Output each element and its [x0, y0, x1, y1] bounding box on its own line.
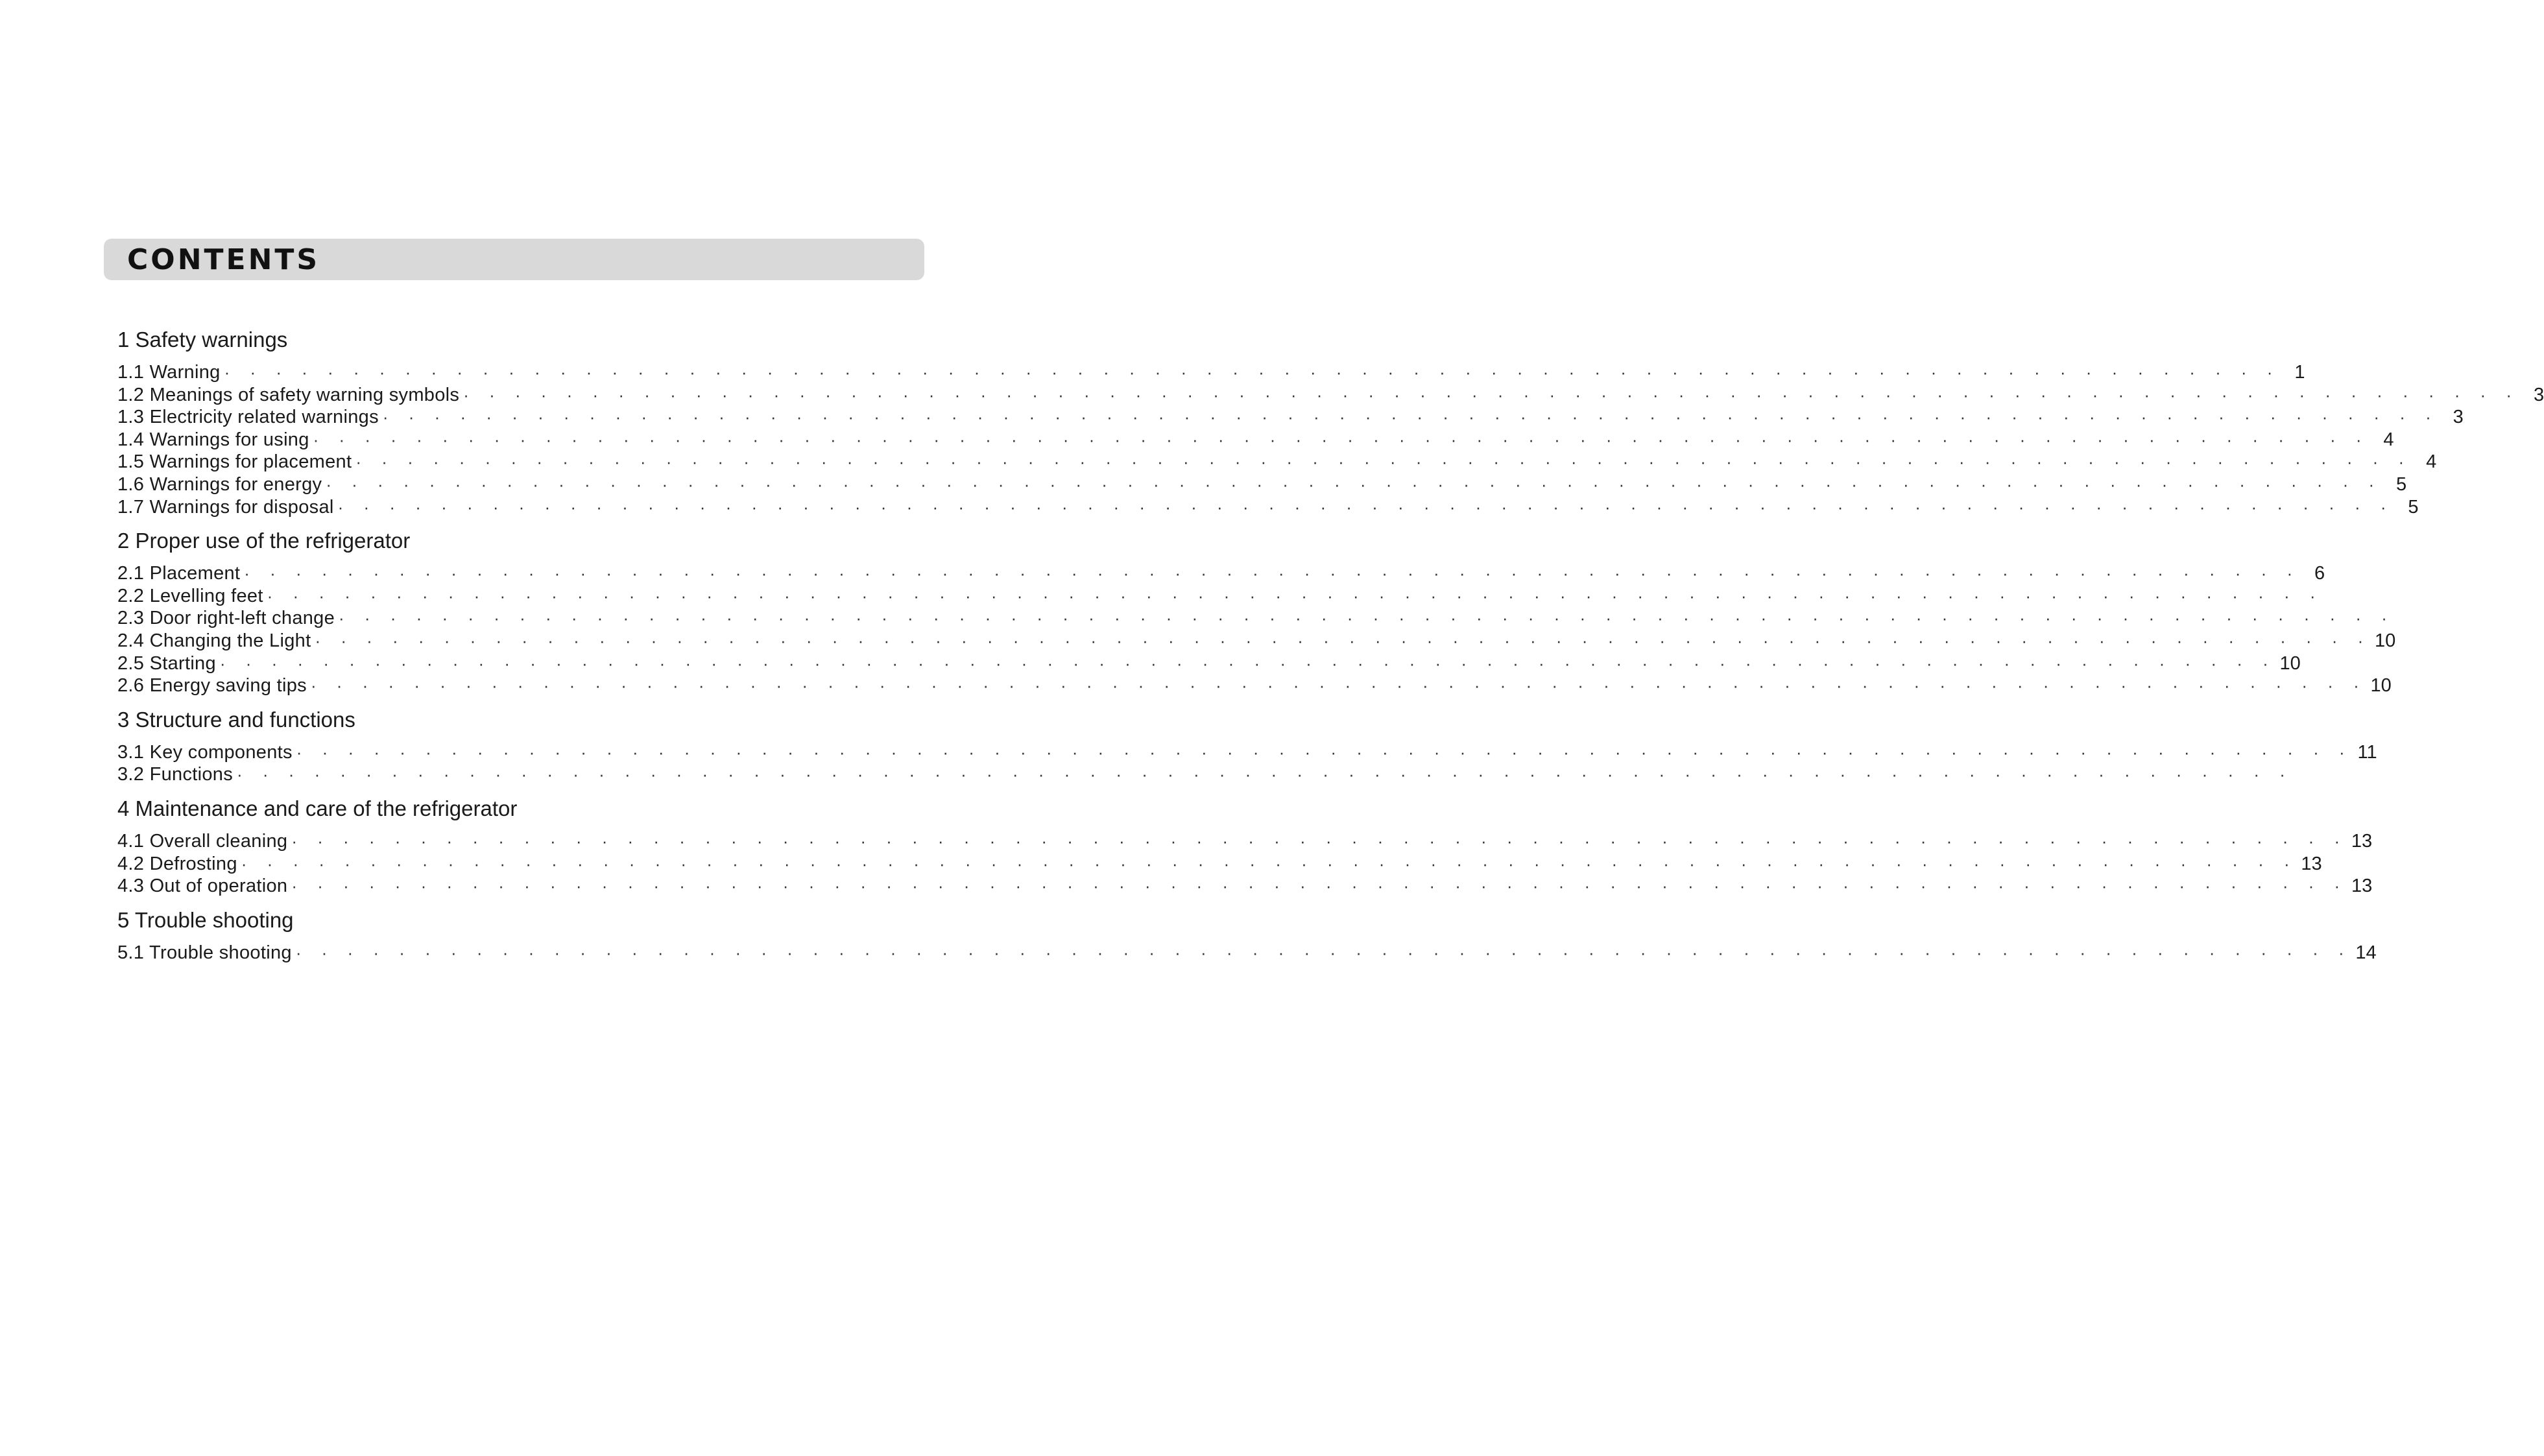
toc-entry — [117, 652, 2301, 675]
toc-entry — [117, 406, 2464, 429]
dot-leader: · · · · · · · · · · · · · · · · · · · · · · · · · · · · · · · · · · · · · · · · · · · · · · · · · · · · · · · · · · · · · · · · · · · · · · · · · · · · · · · · — [315, 630, 2364, 650]
toc-section — [117, 328, 2544, 518]
table-of-contents — [117, 328, 2544, 964]
toc-entry-label: 2.1 Placement — [117, 563, 241, 584]
toc-entry — [117, 607, 2387, 630]
toc-entry-label: 2.2 Levelling feet — [117, 585, 263, 606]
toc-entry — [117, 875, 2373, 898]
dot-leader: · · · · · · · · · · · · · · · · · · · · · · · · · · · · · · · · · · · · · · · · · · · · · · · · · · · · · · · · · · · · · · · · · · · · · · · · · · · · · · · · — [295, 942, 2344, 962]
toc-entry — [117, 473, 2407, 496]
dot-leader: · · · · · · · · · · · · · · · · · · · · · · · · · · · · · · · · · · · · · · · · · · · · · · · · · · · · · · · · · · · · · · · · · · · · · · · · · · · · · · · · — [355, 452, 2405, 472]
toc-entry-page-number: 10 — [2375, 630, 2396, 651]
dot-leader: · · · · · · · · · · · · · · · · · · · · · · · · · · · · · · · · · · · · · · · · · · · · · · · · · · · · · · · · · · · · · · · · · · · · · · · · · · · · · · · · — [291, 876, 2340, 896]
dot-leader: · · · · · · · · · · · · · · · · · · · · · · · · · · · · · · · · · · · · · · · · · · · · · · · · · · · · · · · · · · · · · · · · · · · · · · · · · · · · · · · · — [237, 765, 2285, 785]
section-heading: 4 Maintenance and care of the refrigerator — [117, 796, 518, 820]
toc-entry-page-number: 1 — [2294, 362, 2305, 383]
section-heading: 5 Trouble shooting — [117, 907, 294, 932]
toc-entry-page-number: 3 — [2453, 407, 2464, 428]
toc-section — [117, 907, 2377, 964]
dot-leader: · · · · · · · · · · · · · · · · · · · · · · · · · · · · · · · · · · · · · · · · · · · · · · · · · · · · · · · · · · · · · · · · · · · · · · · · · · · · · · · · — [291, 831, 2340, 851]
toc-entry — [117, 361, 2305, 384]
dot-leader: · · · · · · · · · · · · · · · · · · · · · · · · · · · · · · · · · · · · · · · · · · · · · · · · · · · · · · · · · · · · · · · · · · · · · · · · · · · · · · · · — [219, 653, 2268, 673]
dot-leader: · · · · · · · · · · · · · · · · · · · · · · · · · · · · · · · · · · · · · · · · · · · · · · · · · · · · · · · · · · · · · · · · · · · · · · · · · · · · · · · · — [382, 407, 2431, 427]
toc-entry — [117, 674, 2392, 697]
toc-entry-label: 1.3 Electricity related warnings — [117, 407, 379, 428]
dot-leader: · · · · · · · · · · · · · · · · · · · · · · · · · · · · · · · · · · · · · · · · · · · · · · · · · · · · · · · · · · · · · · · · · · · · · · · · · · · · · · · · — [326, 474, 2375, 494]
toc-entry — [117, 585, 2316, 608]
toc-entry-label: 1.7 Warnings for disposal — [117, 496, 334, 518]
toc-entry-page-number: 6 — [2314, 563, 2325, 584]
toc-entry-page-number: 13 — [2351, 830, 2373, 852]
toc-section — [117, 707, 2377, 786]
toc-entry-page-number: 10 — [2370, 675, 2392, 697]
toc-entry-label: 4.2 Defrosting — [117, 853, 237, 874]
toc-entry-page-number: 4 — [2426, 451, 2437, 473]
toc-entry-label: 2.4 Changing the Light — [117, 630, 311, 651]
toc-entry — [117, 429, 2394, 451]
toc-entry-label: 1.1 Warning — [117, 362, 221, 383]
toc-entry — [117, 496, 2419, 519]
toc-entry — [117, 384, 2544, 407]
toc-entry — [117, 741, 2377, 764]
toc-entry-label: 4.3 Out of operation — [117, 876, 288, 897]
section-heading: 3 Structure and functions — [117, 707, 355, 732]
toc-entry-label: 1.5 Warnings for placement — [117, 451, 352, 473]
toc-entry — [117, 451, 2437, 473]
toc-entry — [117, 853, 2322, 876]
dot-leader: · · · · · · · · · · · · · · · · · · · · · · · · · · · · · · · · · · · · · · · · · · · · · · · · · · · · · · · · · · · · · · · · · · · · · · · · · · · · · · · · — [313, 429, 2362, 449]
contents-banner — [104, 239, 924, 280]
toc-entry-page-number: 13 — [2351, 876, 2373, 897]
toc-entry-page-number: 11 — [2357, 741, 2377, 763]
page-title: CONTENTS — [127, 243, 320, 276]
toc-entry-label: 2.5 Starting — [117, 652, 216, 674]
toc-section — [117, 529, 2396, 697]
toc-entry-label: 3.1 Key components — [117, 741, 293, 763]
toc-entry-label: 2.3 Door right-left change — [117, 608, 335, 629]
dot-leader: · · · · · · · · · · · · · · · · · · · · · · · · · · · · · · · · · · · · · · · · · · · · · · · · · · · · · · · · · · · · · · · · · · · · · · · · · · · · · · · · — [244, 564, 2293, 584]
section-heading: 1 Safety warnings — [117, 328, 288, 352]
toc-entry-page-number: 3 — [2533, 384, 2544, 405]
dot-leader: · · · · · · · · · · · · · · · · · · · · · · · · · · · · · · · · · · · · · · · · · · · · · · · · · · · · · · · · · · · · · · · · · · · · · · · · · · · · · · · · — [310, 676, 2359, 696]
toc-section — [117, 796, 2373, 898]
toc-entry-page-number: 10 — [2279, 652, 2301, 674]
toc-entry-page-number: 4 — [2383, 429, 2394, 450]
toc-entry-page-number: 13 — [2301, 853, 2322, 874]
toc-entry-label: 4.1 Overall cleaning — [117, 830, 288, 852]
section-heading: 2 Proper use of the refrigerator — [117, 529, 411, 553]
toc-entry — [117, 630, 2396, 652]
dot-leader: · · · · · · · · · · · · · · · · · · · · · · · · · · · · · · · · · · · · · · · · · · · · · · · · · · · · · · · · · · · · · · · · · · · · · · · · · · · · · · · · — [339, 608, 2387, 628]
dot-leader: · · · · · · · · · · · · · · · · · · · · · · · · · · · · · · · · · · · · · · · · · · · · · · · · · · · · · · · · · · · · · · · · · · · · · · · · · · · · · · · · — [267, 586, 2316, 606]
toc-entry — [117, 942, 2377, 964]
toc-entry-label: 5.1 Trouble shooting — [117, 942, 292, 963]
toc-entry-label: 1.4 Warnings for using — [117, 429, 309, 450]
dot-leader: · · · · · · · · · · · · · · · · · · · · · · · · · · · · · · · · · · · · · · · · · · · · · · · · · · · · · · · · · · · · · · · · · · · · · · · · · · · · · · · · — [241, 853, 2290, 874]
toc-entry-label: 2.6 Energy saving tips — [117, 675, 307, 697]
toc-entry-page-number: 5 — [2396, 473, 2407, 495]
toc-entry-page-number: 5 — [2408, 496, 2419, 518]
dot-leader: · · · · · · · · · · · · · · · · · · · · · · · · · · · · · · · · · · · · · · · · · · · · · · · · · · · · · · · · · · · · · · · · · · · · · · · · · · · · · · · · — [296, 742, 2345, 762]
dot-leader: · · · · · · · · · · · · · · · · · · · · · · · · · · · · · · · · · · · · · · · · · · · · · · · · · · · · · · · · · · · · · · · · · · · · · · · · · · · · · · · · — [463, 385, 2512, 405]
toc-entry — [117, 562, 2325, 585]
toc-entry-label: 1.6 Warnings for energy — [117, 473, 322, 495]
dot-leader: · · · · · · · · · · · · · · · · · · · · · · · · · · · · · · · · · · · · · · · · · · · · · · · · · · · · · · · · · · · · · · · · · · · · · · · · · · · · · · · · — [337, 497, 2386, 517]
toc-entry — [117, 763, 2285, 786]
toc-entry-label: 1.2 Meanings of safety warning symbols — [117, 384, 460, 405]
dot-leader: · · · · · · · · · · · · · · · · · · · · · · · · · · · · · · · · · · · · · · · · · · · · · · · · · · · · · · · · · · · · · · · · · · · · · · · · · · · · · · · · — [224, 363, 2273, 382]
toc-entry — [117, 830, 2373, 853]
toc-entry-page-number: 14 — [2355, 942, 2377, 963]
toc-entry-label: 3.2 Functions — [117, 764, 233, 785]
